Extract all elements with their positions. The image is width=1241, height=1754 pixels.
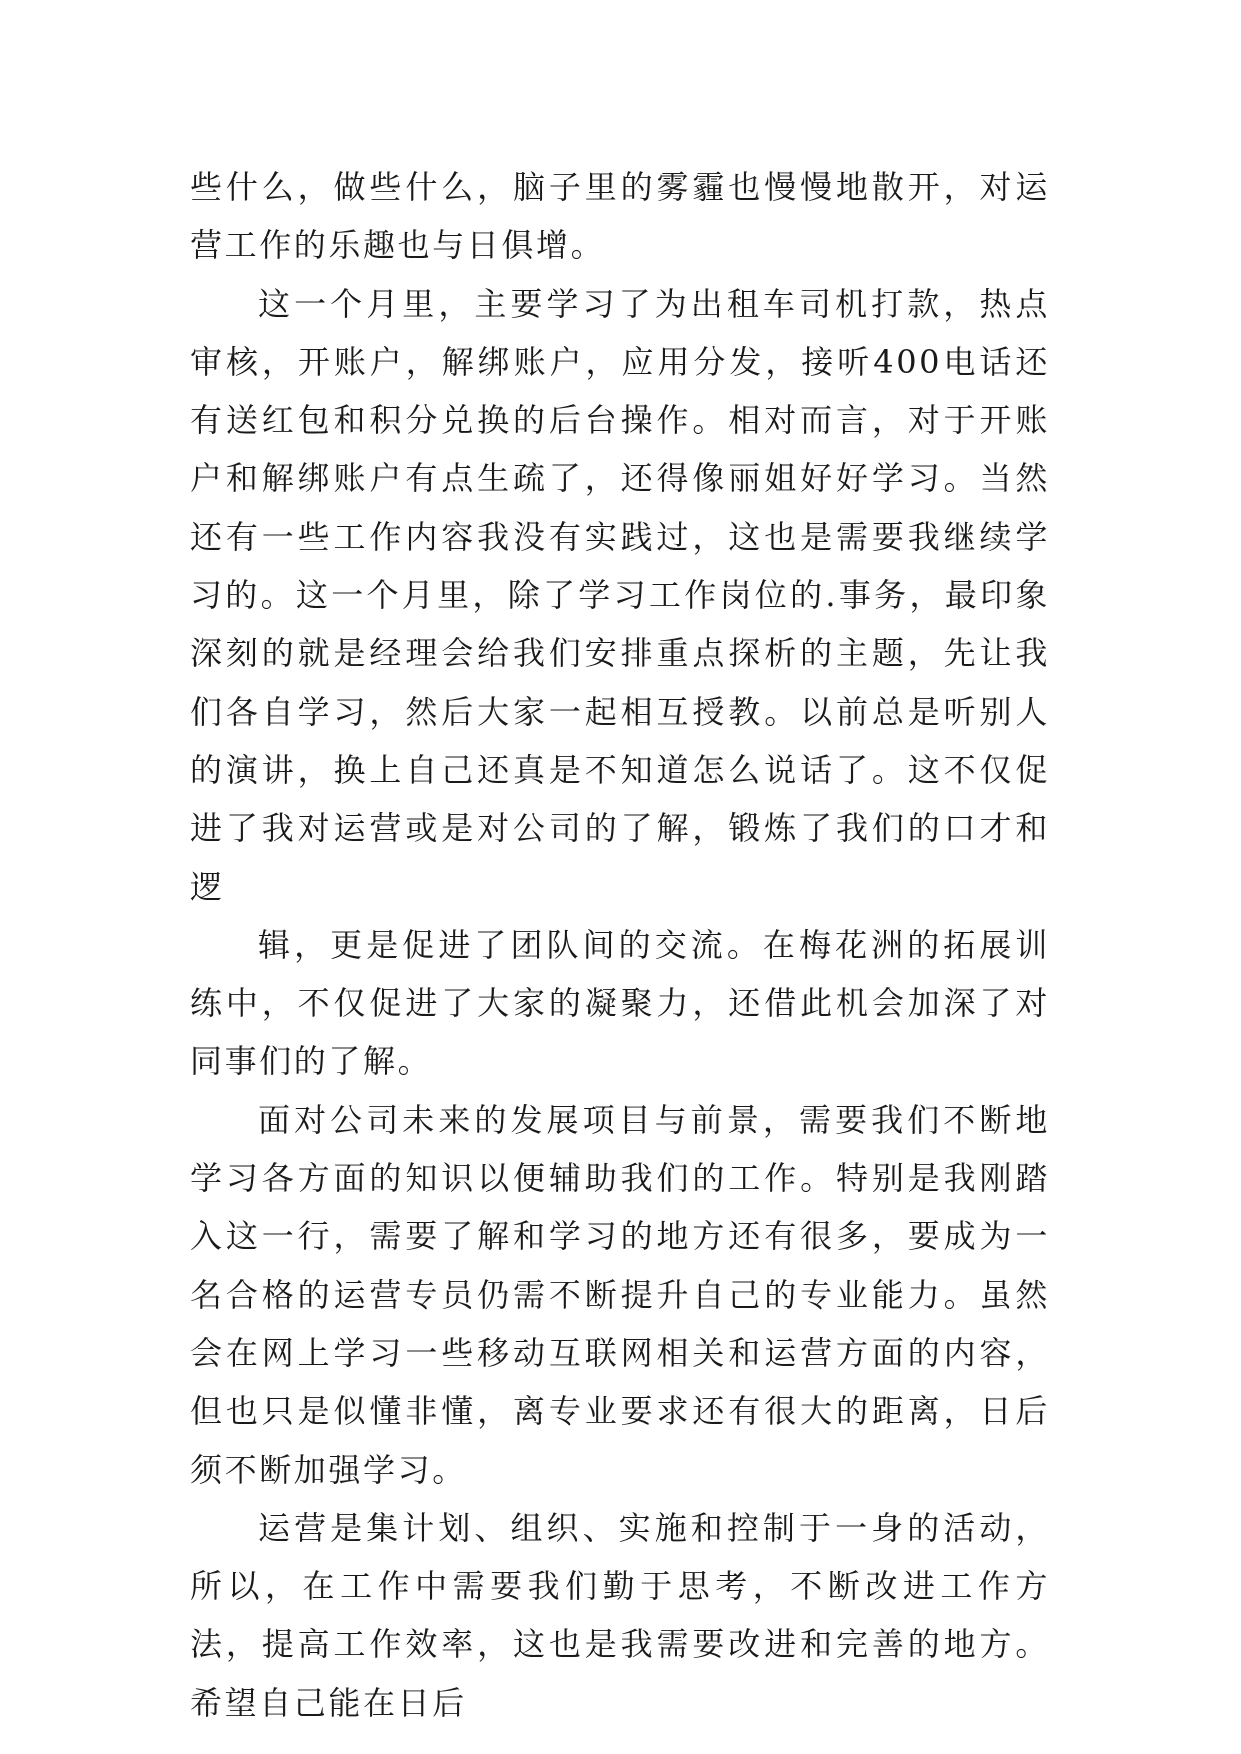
paragraph-1: 些什么，做些什么，脑子里的雾霾也慢慢地散开，对运营工作的乐趣也与日俱增。 xyxy=(190,168,1050,265)
paragraph-5: 运营是集计划、组织、实施和控制于一身的活动，所以，在工作中需要我们勤于思考，不断改进工作方法，提高工作效率，这也是我需要改进和完善的地方。希望自己能在日后 xyxy=(190,1508,1050,1722)
paragraph-4: 面对公司未来的发展项目与前景，需要我们不断地学习各方面的知识以便辅助我们的工作。特别是我刚踏入这一行，需要了解和学习的地方还有很多，要成为一名合格的运营专员仍需不断提升自己的专业能力。虽然会在网上学习一些移动互联网相关和运营方面的内容，但也只是似懂非懂，离专业要求还有很大的距离，日后须不断加强学习。 xyxy=(190,1100,1050,1489)
document-body xyxy=(190,158,1050,1732)
paragraph-3: 辑，更是促进了团队间的交流。在梅花洲的拓展训练中，不仅促进了大家的凝聚力，还借此机会加深了对同事们的了解。 xyxy=(190,925,1050,1081)
paragraph-2: 这一个月里，主要学习了为出租车司机打款，热点审核，开账户，解绑账户，应用分发，接听400电话还有送红包和积分兑换的后台操作。相对而言，对于开账户和解绑账户有点生疏了，还得像丽姐好好学习。当然还有一些工作内容我没有实践过，这也是需要我继续学习的。这一个月里，除了学习工作岗位的.事务，最印象深刻的就是经理会给我们安排重点探析的主题，先让我们各自学习，然后大家一起相互授教。以前总是听别人的演讲，换上自己还真是不知道怎么说话了。这不仅促进了我对运营或是对公司的了解，锻炼了我们的口才和逻 xyxy=(190,284,1050,906)
